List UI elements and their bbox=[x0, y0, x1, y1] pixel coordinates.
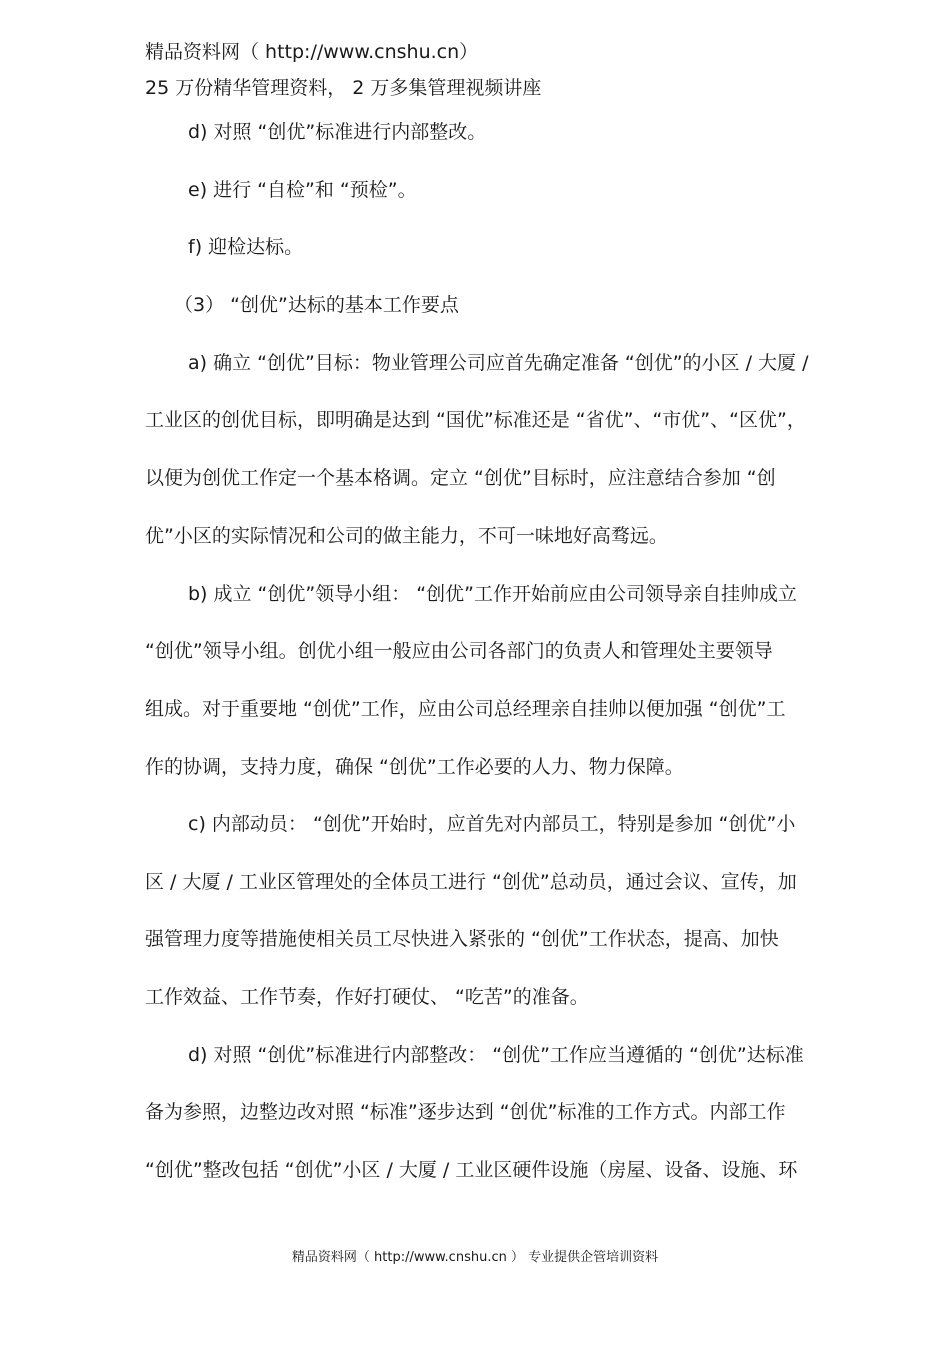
body-line: d) 对照 “创优”标准进行内部整改： “创优”工作应当遵循的 “创优”达标准 bbox=[188, 1044, 804, 1066]
body-line: “创优”整改包括 “创优”小区 / 大厦 / 工业区硬件设施（房屋、设备、设施、环 bbox=[145, 1159, 798, 1181]
body-line: f) 迎检达标。 bbox=[188, 236, 304, 258]
body-line: 作的协调，支持力度，确保 “创优”工作必要的人力、物力保障。 bbox=[145, 756, 684, 778]
body-line: 以便为创优工作定一个基本格调。定立 “创优”目标时，应注意结合参加 “创 bbox=[145, 467, 776, 489]
body-line: b) 成立 “创优”领导小组： “创优”工作开始前应由公司领导亲自挂帅成立 bbox=[188, 583, 797, 605]
body-line: 工业区的创优目标，即明确是达到 “国优”标准还是 “省优”、“市优”、“区优”， bbox=[145, 409, 806, 431]
body-line: e) 进行 “自检”和 “预检”。 bbox=[188, 179, 417, 201]
body-line: “创优”领导小组。创优小组一般应由公司各部门的负责人和管理处主要领导 bbox=[145, 640, 773, 662]
body-line: 强管理力度等措施使相关员工尽快进入紧张的 “创优”工作状态，提高、加快 bbox=[145, 928, 779, 950]
body-line: 工作效益、工作节奏，作好打硬仗、 “吃苦”的准备。 bbox=[145, 986, 589, 1008]
body-line: d) 对照 “创优”标准进行内部整改。 bbox=[188, 121, 487, 143]
section-heading: （3） “创优”达标的基本工作要点 bbox=[174, 294, 459, 316]
body-line: c) 内部动员： “创优”开始时，应首先对内部员工，特别是参加 “创优”小 bbox=[188, 813, 796, 835]
header-site-line: 精品资料网（ http://www.cnshu.cn） bbox=[145, 41, 479, 63]
body-line: 备为参照，边整边改对照 “标准”逐步达到 “创优”标准的工作方式。内部工作 bbox=[145, 1101, 786, 1123]
body-line: 组成。对于重要地 “创优”工作，应由公司总经理亲自挂帅以便加强 “创优”工 bbox=[145, 698, 786, 720]
body-line: 区 / 大厦 / 工业区管理处的全体员工进行 “创优”总动员，通过会议、宣传，加 bbox=[145, 871, 797, 893]
body-line: 优”小区的实际情况和公司的做主能力，不可一味地好高骛远。 bbox=[145, 525, 668, 547]
page-footer: 精品资料网（ http://www.cnshu.cn ） 专业提供企管培训资料 bbox=[291, 1250, 659, 1265]
header-promo-line: 25 万份精华管理资料， 2 万多集管理视频讲座 bbox=[145, 77, 542, 99]
body-line: a) 确立 “创优”目标：物业管理公司应首先确定准备 “创优”的小区 / 大厦 / bbox=[188, 352, 809, 374]
